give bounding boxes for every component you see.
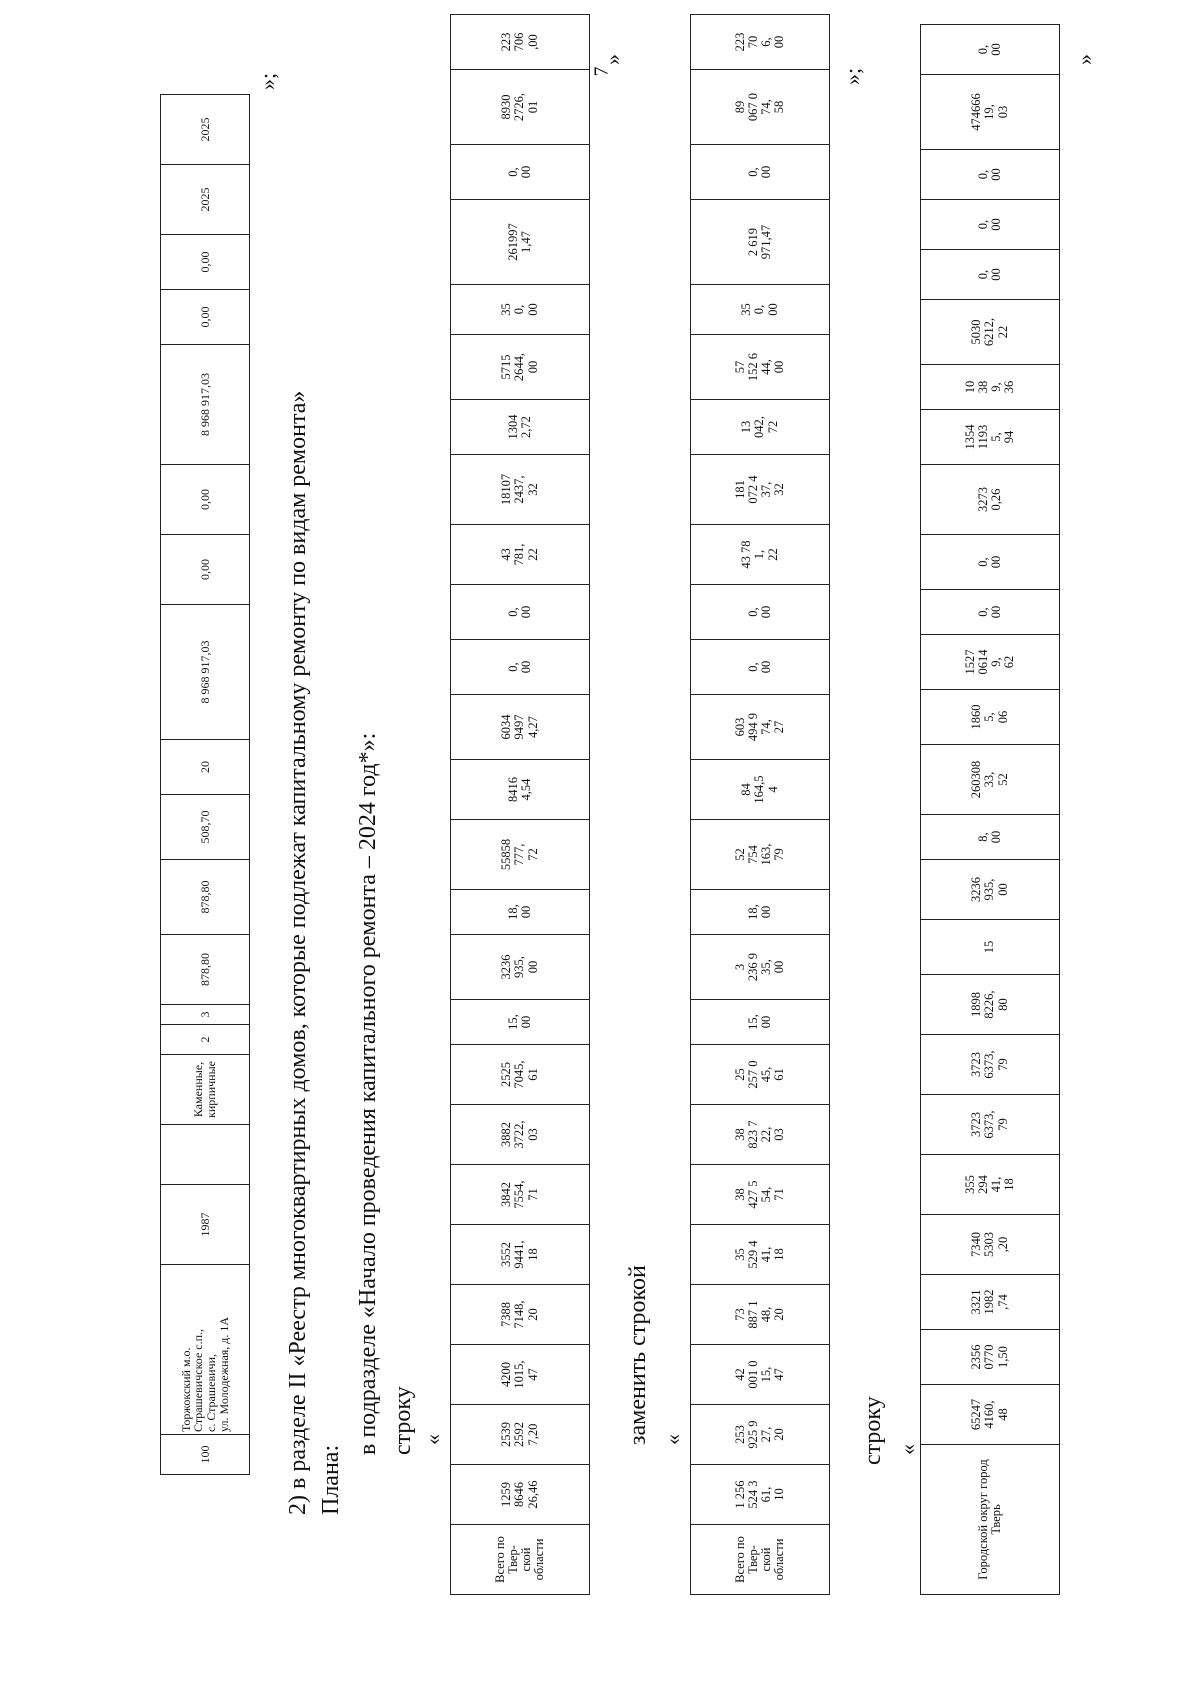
cell: 878,80 [161, 935, 250, 1005]
value-cell: 35 0, 00 [451, 285, 590, 335]
value-cell: 15 [921, 920, 1060, 975]
value-cell: 3723 6373, 79 [921, 1035, 1060, 1095]
value-cell: 2356 0770 1,50 [921, 1330, 1060, 1385]
value-cell: 0, 00 [451, 585, 590, 640]
value-cell: 1860 5, 06 [921, 690, 1060, 745]
value-cell: 0, 00 [921, 25, 1060, 75]
value-cell: 65247 4160, 48 [921, 1385, 1060, 1445]
page-number: 7 [590, 66, 613, 77]
open-quote-2: « [660, 1434, 685, 1445]
value-cell: 253 925 9 27, 20 [691, 1405, 830, 1465]
value-cell: 5030 6212, 22 [921, 300, 1060, 365]
value-cell: 18, 00 [451, 890, 590, 935]
value-cell: 7388 7148, 20 [451, 1285, 590, 1345]
value-cell: 3236 935, 00 [921, 860, 1060, 920]
address-cell: Торжокский м.о. Страшевичское с.п., с. Страшевичи, ул. Молодежная, д. 1А [161, 1265, 250, 1435]
value-cell: 181 072 4 37, 32 [691, 455, 830, 525]
value-cell: 3321 1982 ,74 [921, 1275, 1060, 1330]
value-cell: 3882 3722, 03 [451, 1105, 590, 1165]
cell: 0,00 [161, 235, 250, 290]
replace-label: заменить строкой [625, 1265, 651, 1445]
value-cell: 1 256 524 3 61, 10 [691, 1465, 830, 1525]
value-cell: 2 619 971,47 [691, 200, 830, 285]
new-table-wrap [690, 14, 830, 1595]
value-cell: 42 001 0 15, 47 [691, 1345, 830, 1405]
value-cell: 38 823 7 22, 03 [691, 1105, 830, 1165]
section-line-3: в подразделе «Начало проведения капитального ремонта – 2024 год*»: [355, 732, 381, 1455]
cell: 2 [161, 1025, 250, 1055]
value-cell: 3723 6373, 79 [921, 1095, 1060, 1155]
value-cell: 18, 00 [691, 890, 830, 935]
value-cell: 603 494 9 74, 27 [691, 695, 830, 760]
table-row [161, 95, 250, 1475]
value-cell: 260308 33, 52 [921, 745, 1060, 815]
value-cell: 0, 00 [451, 640, 590, 695]
value-cell: 35 529 4 41, 18 [691, 1225, 830, 1285]
value-cell: 6034 9497 4,27 [451, 695, 590, 760]
row-label: строку [860, 1396, 886, 1465]
value-cell: 43 781, 22 [451, 525, 590, 585]
tver-table-wrap [920, 24, 1060, 1595]
cell: 2025 [161, 95, 250, 165]
value-cell: 15, 00 [691, 1000, 830, 1045]
cell: 1987 [161, 1185, 250, 1265]
cell: 2025 [161, 165, 250, 235]
value-cell: 355 294 41, 18 [921, 1155, 1060, 1215]
value-cell: 2525 7045, 61 [451, 1045, 590, 1105]
cell [161, 1125, 250, 1185]
value-cell: 5715 2644, 00 [451, 335, 590, 400]
value-cell: 89 067 0 74, 58 [691, 70, 830, 145]
value-cell: 1354 1193 5, 94 [921, 410, 1060, 465]
cell: 8 968 917,03 [161, 605, 250, 740]
old-table-wrap [450, 14, 590, 1595]
tver-table [920, 24, 1060, 1595]
value-cell: 1259 8646 26,46 [451, 1465, 590, 1525]
value-cell: 13 042, 72 [691, 400, 830, 455]
close-quote-1: » [600, 54, 625, 65]
close-quote-2: »; [840, 67, 865, 85]
open-quote-1: « [420, 1434, 445, 1445]
value-cell: 223 706 ,00 [451, 15, 590, 70]
old-totals-table [450, 14, 590, 1595]
value-cell: 25 257 0 45, 61 [691, 1045, 830, 1105]
row-label-cell: Всего по Твер- ской области [691, 1525, 830, 1595]
table-row [451, 15, 590, 1595]
cell: 508,70 [161, 795, 250, 860]
row-label-cell: Городской округ город Тверь [921, 1445, 1060, 1595]
value-cell: 55858 777, 72 [451, 820, 590, 890]
value-cell: 4200 1015, 47 [451, 1345, 590, 1405]
value-cell: 7340 5303 ,20 [921, 1215, 1060, 1275]
value-cell: 57 152 6 44, 00 [691, 335, 830, 400]
value-cell: 10 38 9, 36 [921, 365, 1060, 410]
value-cell: 223 70 6, 00 [691, 15, 830, 70]
section-line-2: Плана: [318, 1444, 344, 1515]
value-cell: 474666 19, 03 [921, 75, 1060, 150]
value-cell: 1304 2,72 [451, 400, 590, 455]
value-cell: 8930 2726, 01 [451, 70, 590, 145]
cell: 0,00 [161, 535, 250, 605]
value-cell: 261997 1,47 [451, 200, 590, 285]
value-cell: 43 78 1, 22 [691, 525, 830, 585]
value-cell: 8, 00 [921, 815, 1060, 860]
cell: 100 [161, 1435, 250, 1475]
section-line-1: 2) в разделе II «Реестр многоквартирных домов, которые подлежат капитальному ремонту по видам ремонта» [285, 390, 311, 1515]
row-label-cell: Всего по Твер- ской области [451, 1525, 590, 1595]
value-cell: 0, 00 [921, 150, 1060, 200]
value-cell: 0, 00 [691, 585, 830, 640]
row-100-table-wrap [160, 94, 250, 1475]
value-cell: 1527 0614 9, 62 [921, 635, 1060, 690]
value-cell: 35 0, 00 [691, 285, 830, 335]
value-cell: 73 887 1 48, 20 [691, 1285, 830, 1345]
value-cell: 15, 00 [451, 1000, 590, 1045]
value-cell: 38 427 5 54, 71 [691, 1165, 830, 1225]
cell: 0,00 [161, 465, 250, 535]
cell: 0,00 [161, 290, 250, 345]
cell: 20 [161, 740, 250, 795]
value-cell: 0, 00 [921, 590, 1060, 635]
value-cell: 2539 2592 7,20 [451, 1405, 590, 1465]
value-cell: 3552 9441, 18 [451, 1225, 590, 1285]
value-cell: 1898 8226, 80 [921, 975, 1060, 1035]
cell: 3 [161, 1005, 250, 1025]
cell: 8 968 917,03 [161, 345, 250, 465]
table-row [691, 15, 830, 1595]
close-quote-3: » [1072, 54, 1097, 65]
value-cell: 8416 4,54 [451, 760, 590, 820]
value-cell: 52 754 163, 79 [691, 820, 830, 890]
value-cell: 3273 0,26 [921, 465, 1060, 535]
value-cell: 0, 00 [921, 250, 1060, 300]
value-cell: 0, 00 [921, 535, 1060, 590]
value-cell: 0, 00 [921, 200, 1060, 250]
value-cell: 3842 7554, 71 [451, 1165, 590, 1225]
new-totals-table [690, 14, 830, 1595]
closing-quote: »; [255, 72, 280, 90]
table-row [921, 25, 1060, 1595]
row-100-table [160, 94, 250, 1475]
cell: 878,80 [161, 860, 250, 935]
value-cell: 18107 2437, 32 [451, 455, 590, 525]
section-line-4: строку [390, 1386, 416, 1455]
value-cell: 0, 00 [451, 145, 590, 200]
value-cell: 84 164,5 4 [691, 760, 830, 820]
cell: Каменные, кирпичные [161, 1055, 250, 1125]
value-cell: 3 236 9 35, 00 [691, 935, 830, 1000]
value-cell: 0, 00 [691, 640, 830, 695]
value-cell: 3236 935, 00 [451, 935, 590, 1000]
value-cell: 0, 00 [691, 145, 830, 200]
open-quote-3: « [895, 1444, 920, 1455]
